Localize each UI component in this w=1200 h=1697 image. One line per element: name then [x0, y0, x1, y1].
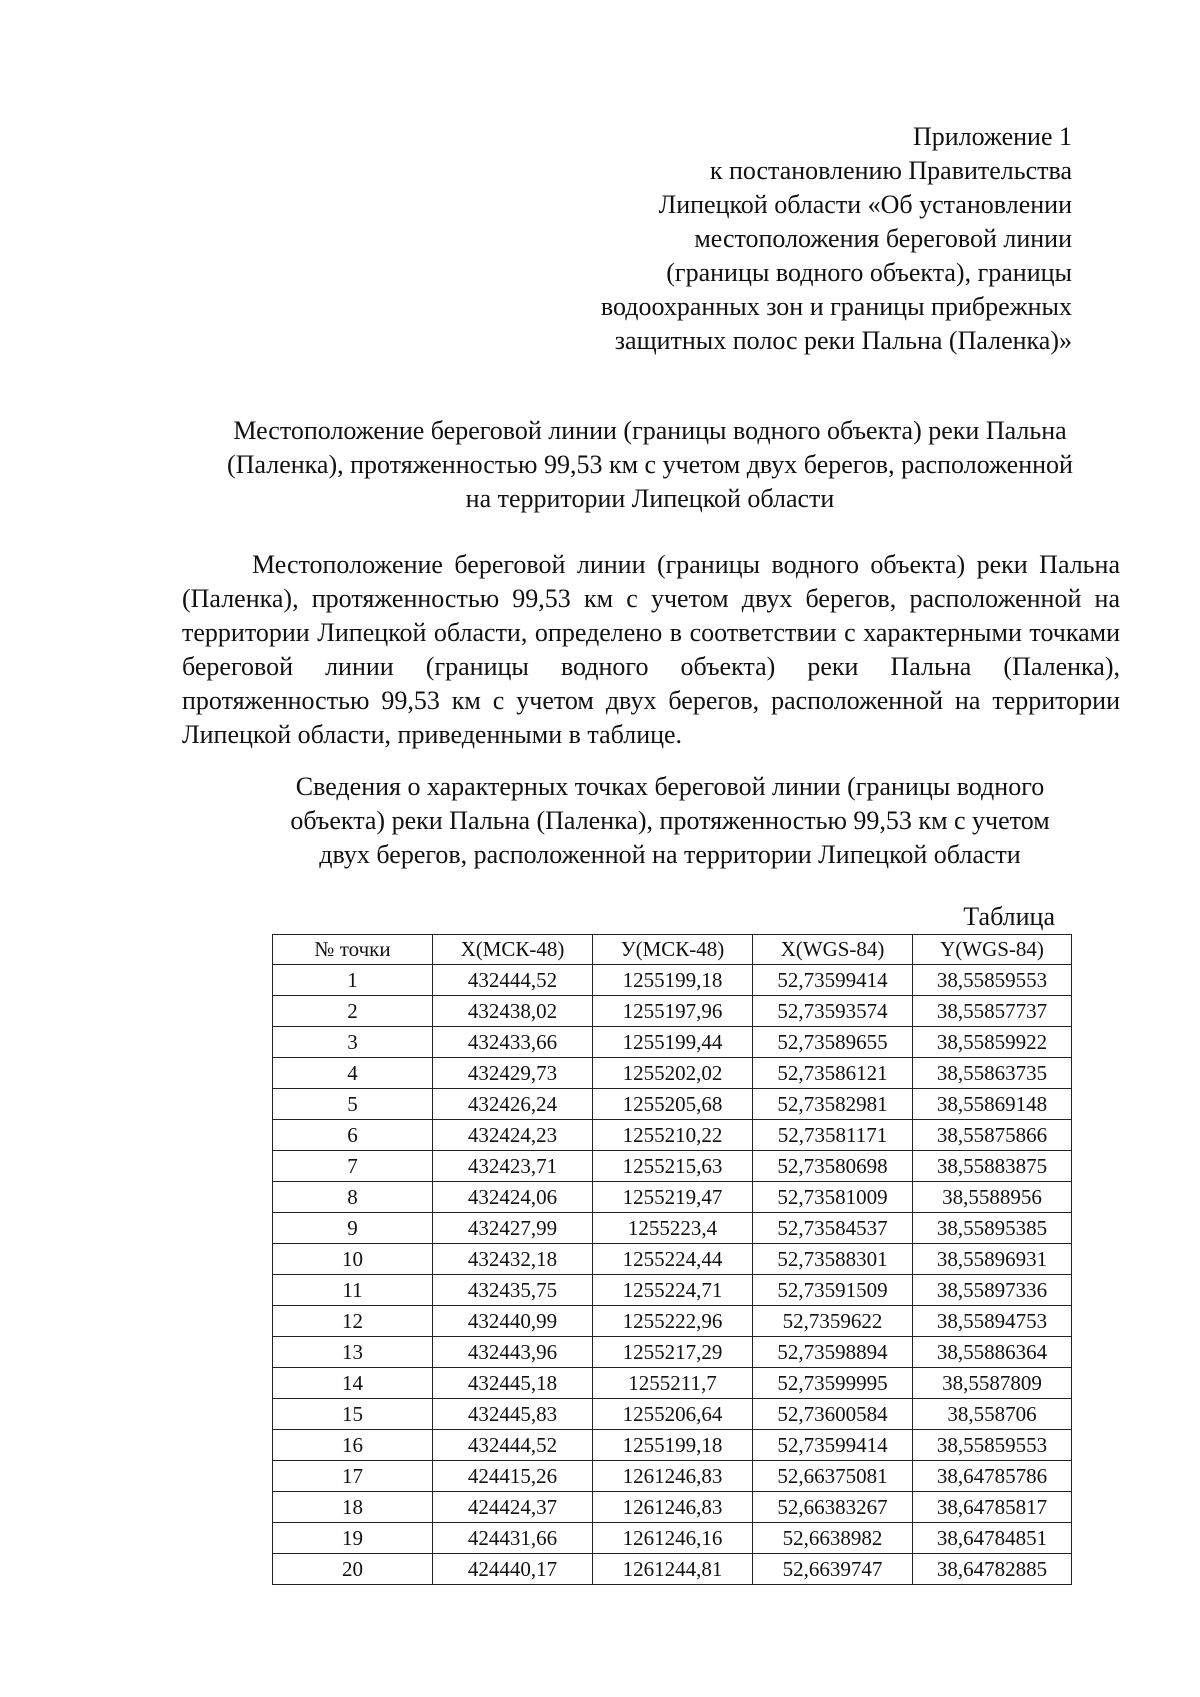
- cell-x-wgs84: 52,73591509: [753, 1275, 913, 1306]
- cell-x-msk48: 424440,17: [433, 1554, 593, 1585]
- cell-point-number: 18: [273, 1492, 433, 1523]
- cell-y-wgs84: 38,64785817: [913, 1492, 1072, 1523]
- cell-x-msk48: 432443,96: [433, 1337, 593, 1368]
- header-x-msk48: X(МСК-48): [433, 935, 593, 965]
- cell-x-wgs84: 52,73588301: [753, 1244, 913, 1275]
- cell-x-wgs84: 52,73581009: [753, 1182, 913, 1213]
- table-body: [273, 965, 1072, 1585]
- cell-y-msk48: 1255222,96: [593, 1306, 753, 1337]
- appendix-line: защитных полос реки Пальна (Паленка)»: [614, 326, 1072, 355]
- cell-x-msk48: 432432,18: [433, 1244, 593, 1275]
- table-row: [273, 1027, 1072, 1058]
- cell-point-number: 14: [273, 1368, 433, 1399]
- appendix-header: [512, 120, 1072, 358]
- cell-x-msk48: 432440,99: [433, 1306, 593, 1337]
- cell-x-msk48: 432433,66: [433, 1027, 593, 1058]
- table-caption: [230, 770, 1110, 872]
- cell-x-wgs84: 52,73582981: [753, 1089, 913, 1120]
- cell-point-number: 16: [273, 1430, 433, 1461]
- cell-y-wgs84: 38,64785786: [913, 1461, 1072, 1492]
- cell-y-wgs84: 38,55897336: [913, 1275, 1072, 1306]
- cell-x-msk48: 424431,66: [433, 1523, 593, 1554]
- cell-y-msk48: 1255206,64: [593, 1399, 753, 1430]
- cell-x-msk48: 432424,23: [433, 1120, 593, 1151]
- appendix-line: Приложение 1: [912, 122, 1072, 151]
- cell-x-msk48: 432438,02: [433, 996, 593, 1027]
- cell-y-wgs84: 38,55863735: [913, 1058, 1072, 1089]
- cell-y-msk48: 1255217,29: [593, 1337, 753, 1368]
- document-title: [180, 414, 1120, 516]
- cell-point-number: 13: [273, 1337, 433, 1368]
- cell-x-msk48: 424415,26: [433, 1461, 593, 1492]
- cell-y-wgs84: 38,5587809: [913, 1368, 1072, 1399]
- cell-x-msk48: 432444,52: [433, 965, 593, 996]
- table-row: [273, 1337, 1072, 1368]
- cell-point-number: 19: [273, 1523, 433, 1554]
- table-row: [273, 1120, 1072, 1151]
- table-row: [273, 1275, 1072, 1306]
- cell-y-wgs84: 38,55886364: [913, 1337, 1072, 1368]
- cell-point-number: 2: [273, 996, 433, 1027]
- cell-y-wgs84: 38,5588956: [913, 1182, 1072, 1213]
- cell-y-wgs84: 38,558706: [913, 1399, 1072, 1430]
- title-line: Местоположение береговой линии (границы водного объекта) реки Пальна: [233, 416, 1067, 445]
- cell-y-msk48: 1261246,83: [593, 1492, 753, 1523]
- cell-point-number: 4: [273, 1058, 433, 1089]
- cell-x-wgs84: 52,73589655: [753, 1027, 913, 1058]
- cell-y-msk48: 1255199,18: [593, 1430, 753, 1461]
- cell-x-wgs84: 52,73598894: [753, 1337, 913, 1368]
- cell-point-number: 7: [273, 1151, 433, 1182]
- table-row: [273, 1089, 1072, 1120]
- cell-point-number: 11: [273, 1275, 433, 1306]
- table-row: [273, 1244, 1072, 1275]
- cell-x-msk48: 432427,99: [433, 1213, 593, 1244]
- header-x-wgs84: X(WGS-84): [753, 935, 913, 965]
- cell-x-msk48: 424424,37: [433, 1492, 593, 1523]
- title-line: (Паленка), протяженностью 99,53 км с учетом двух берегов, расположенной: [227, 450, 1073, 479]
- cell-y-wgs84: 38,55869148: [913, 1089, 1072, 1120]
- table-row: [273, 996, 1072, 1027]
- cell-x-msk48: 432426,24: [433, 1089, 593, 1120]
- cell-point-number: 15: [273, 1399, 433, 1430]
- appendix-line: местоположения береговой линии: [694, 224, 1072, 253]
- table-row: [273, 1399, 1072, 1430]
- cell-x-msk48: 432445,83: [433, 1399, 593, 1430]
- body-paragraph-text: Местоположение береговой линии (границы водного объекта) реки Пальна (Паленка), протяженностью 99,53 км с учетом двух берегов, расположенной на территории Липецкой области, определено в соответствии с характерными точками береговой линии (границы водного объекта) реки Пальна (Паленка), протяженностью 99,53 км с учетом двух берегов, расположенной на территории Липецкой области, приведенными в таблице.: [182, 550, 1120, 749]
- table-row: [273, 965, 1072, 996]
- cell-point-number: 9: [273, 1213, 433, 1244]
- cell-y-wgs84: 38,55875866: [913, 1120, 1072, 1151]
- cell-point-number: 5: [273, 1089, 433, 1120]
- cell-x-wgs84: 52,73600584: [753, 1399, 913, 1430]
- cell-y-msk48: 1255224,71: [593, 1275, 753, 1306]
- cell-x-wgs84: 52,73580698: [753, 1151, 913, 1182]
- header-point-number: № точки: [273, 935, 433, 965]
- coordinates-table: [272, 934, 1072, 1585]
- caption-line: Сведения о характерных точках береговой линии (границы водного: [295, 772, 1045, 801]
- appendix-line: к постановлению Правительства: [709, 156, 1072, 185]
- cell-y-msk48: 1255215,63: [593, 1151, 753, 1182]
- table-row: [273, 1554, 1072, 1585]
- cell-x-msk48: 432444,52: [433, 1430, 593, 1461]
- cell-y-wgs84: 38,55883875: [913, 1151, 1072, 1182]
- cell-x-wgs84: 52,66375081: [753, 1461, 913, 1492]
- table-label: Таблица: [963, 902, 1055, 931]
- cell-x-wgs84: 52,73593574: [753, 996, 913, 1027]
- cell-y-msk48: 1255211,7: [593, 1368, 753, 1399]
- cell-y-wgs84: 38,55895385: [913, 1213, 1072, 1244]
- body-paragraph: [182, 548, 1120, 752]
- table-row: [273, 1523, 1072, 1554]
- cell-x-wgs84: 52,73599414: [753, 965, 913, 996]
- table-row: [273, 1058, 1072, 1089]
- caption-line: двух берегов, расположенной на территории Липецкой области: [319, 840, 1021, 869]
- table-row: [273, 1213, 1072, 1244]
- cell-x-msk48: 432445,18: [433, 1368, 593, 1399]
- cell-y-msk48: 1255199,44: [593, 1027, 753, 1058]
- cell-y-msk48: 1261246,16: [593, 1523, 753, 1554]
- table-row: [273, 1430, 1072, 1461]
- cell-y-wgs84: 38,55857737: [913, 996, 1072, 1027]
- cell-x-msk48: 432435,75: [433, 1275, 593, 1306]
- cell-x-wgs84: 52,73586121: [753, 1058, 913, 1089]
- cell-x-msk48: 432424,06: [433, 1182, 593, 1213]
- cell-x-wgs84: 52,73584537: [753, 1213, 913, 1244]
- cell-x-wgs84: 52,6639747: [753, 1554, 913, 1585]
- cell-y-wgs84: 38,55896931: [913, 1244, 1072, 1275]
- cell-y-wgs84: 38,64782885: [913, 1554, 1072, 1585]
- cell-x-wgs84: 52,7359622: [753, 1306, 913, 1337]
- table-header-row: [273, 935, 1072, 965]
- cell-point-number: 20: [273, 1554, 433, 1585]
- cell-y-msk48: 1261244,81: [593, 1554, 753, 1585]
- cell-y-msk48: 1261246,83: [593, 1461, 753, 1492]
- appendix-line: (границы водного объекта), границы: [666, 258, 1072, 287]
- cell-x-msk48: 432429,73: [433, 1058, 593, 1089]
- cell-x-wgs84: 52,73581171: [753, 1120, 913, 1151]
- cell-x-wgs84: 52,73599995: [753, 1368, 913, 1399]
- cell-y-wgs84: 38,55859553: [913, 1430, 1072, 1461]
- header-y-wgs84: Y(WGS-84): [913, 935, 1072, 965]
- header-y-msk48: У(МСК-48): [593, 935, 753, 965]
- cell-x-wgs84: 52,6638982: [753, 1523, 913, 1554]
- cell-y-wgs84: 38,55859553: [913, 965, 1072, 996]
- cell-point-number: 6: [273, 1120, 433, 1151]
- table-row: [273, 1151, 1072, 1182]
- cell-x-wgs84: 52,73599414: [753, 1430, 913, 1461]
- cell-x-wgs84: 52,66383267: [753, 1492, 913, 1523]
- cell-point-number: 3: [273, 1027, 433, 1058]
- cell-y-wgs84: 38,55894753: [913, 1306, 1072, 1337]
- table-row: [273, 1461, 1072, 1492]
- cell-point-number: 10: [273, 1244, 433, 1275]
- table-row: [273, 1306, 1072, 1337]
- appendix-line: Липецкой области «Об установлении: [658, 190, 1072, 219]
- cell-y-msk48: 1255199,18: [593, 965, 753, 996]
- table-row: [273, 1368, 1072, 1399]
- cell-point-number: 17: [273, 1461, 433, 1492]
- cell-y-msk48: 1255202,02: [593, 1058, 753, 1089]
- cell-y-msk48: 1255224,44: [593, 1244, 753, 1275]
- cell-y-wgs84: 38,55859922: [913, 1027, 1072, 1058]
- table-row: [273, 1182, 1072, 1213]
- cell-point-number: 8: [273, 1182, 433, 1213]
- cell-point-number: 12: [273, 1306, 433, 1337]
- cell-y-msk48: 1255219,47: [593, 1182, 753, 1213]
- cell-y-msk48: 1255205,68: [593, 1089, 753, 1120]
- cell-y-msk48: 1255210,22: [593, 1120, 753, 1151]
- cell-x-msk48: 432423,71: [433, 1151, 593, 1182]
- cell-y-msk48: 1255223,4: [593, 1213, 753, 1244]
- cell-point-number: 1: [273, 965, 433, 996]
- cell-y-wgs84: 38,64784851: [913, 1523, 1072, 1554]
- table-row: [273, 1492, 1072, 1523]
- caption-line: объекта) реки Пальна (Паленка), протяженностью 99,53 км с учетом: [290, 806, 1050, 835]
- cell-y-msk48: 1255197,96: [593, 996, 753, 1027]
- title-line: на территории Липецкой области: [465, 484, 835, 513]
- appendix-line: водоохранных зон и границы прибрежных: [600, 292, 1072, 321]
